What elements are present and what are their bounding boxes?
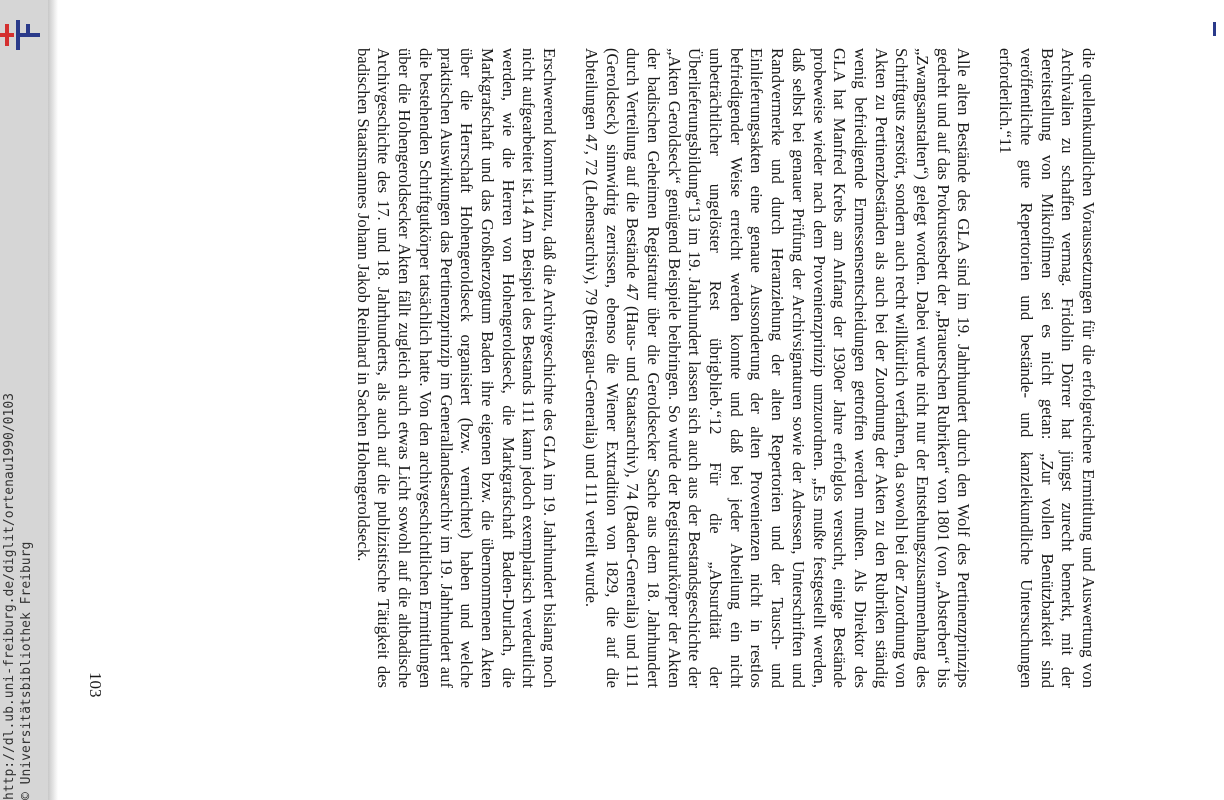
page-text [331, 48, 1098, 688]
viewer-sidebar [0, 0, 48, 800]
paragraph: die quellenkundlichen Voraussetzungen für die erfolgreichere Ermittlung und Auswertung von Archivalien zu schaffen vermag. Fridolin Dörrer hat jüngst zurecht bemerkt, mit der Bereitstellung von Mikrofilmen sei es nicht getan: „Zur vollen Benützbarkeit sind veröffentlichte gute Repertorien und bestände- und kanzleikundliche Untersuchungen erforderlich.“11 [996, 48, 1098, 688]
edge-marker [1213, 22, 1216, 36]
source-url[interactable]: http://dl.ub.uni-freiburg.de/diglit/ortenau1990/0103 [2, 393, 17, 800]
page-edge-shadow [48, 0, 58, 800]
copyright-notice: © Universitätsbibliothek Freiburg [19, 541, 34, 800]
library-logo-icon [0, 20, 42, 50]
source-credit [2, 393, 36, 800]
paragraph: Alle alten Bestände des GLA sind im 19. Jahrhundert durch den Wolf des Pertinenzprinzips gedreht und auf das Prokrustesbett der „Brauerschen Rubriken“ von 1801 (von „Absterben“ bis „Zwangsanstalten“) gelegt worden. Dabei wurde nicht nur der Entstehungszusammenhang des Schriftguts zerstört, sondern auch recht willkürlich verfahren, da sowohl bei der Zuordnung von Akten zu Pertinenzbeständen als auch bei der Zuordnung der Akten zu den Rubriken ständig wenig befriedigende Ermessensentscheidungen getroffen werden mußten. Als Direktor des GLA hat Manfred Krebs am Anfang der 1930er Jahre erfolglos versucht, einige Bestände probeweise wieder nach dem Provenienzprinzip umzuordnen. „Es mußte festgestellt werden, daß selbst bei genauer Prüfung der Archivsignaturen sowie der Adressen, Unterschriften und Randvermerke und durch Heranziehung der alten Repertorien und der Tausch- und Einlieferungsakten eine genaue Aussonderung der alten Provenienzen nicht in restlos befriedigender Weise erreicht werden konnte und daß bei jeder Abteilung ein nicht unbeträchtlicher ungelöster Rest übrigblieb.“12 Für die „Absurdität der Überlieferungsbildung“13 im 19. Jahrhundert lassen sich auch aus der Bestandsgeschichte der „Akten Geroldseck“ genügend Beispiele beibringen. So wurde der Registraturkörper der Akten der badischen Geheimen Registratur über die Geroldsecker Sache aus dem 18. Jahrhundert durch Verteilung auf die Bestände 47 (Haus- und Staatsarchiv), 74 (Baden-Generalia) und 111 (Geroldseck) sinnwidrig zerrissen, ebenso die Wiener Extradition von 1829, die auf die Abteilungen 47, 72 (Lehensarchiv), 79 (Breisgau-Generalia) und 111 verteilt wurde. [581, 48, 974, 688]
paragraph: Erschwerend kommt hinzu, daß die Archivgeschichte des GLA im 19. Jahrhundert bislang noch nicht aufgearbeitet ist.14 Am Beispiel des Bestands 111 kann jedoch exemplarisch verdeutlicht werden, wie die Herren von Hohengeroldseck, die Markgrafschaft Baden-Durlach, die Markgrafschaft und das Großherzogtum Baden ihre eigenen bzw. die übernommenen Akten über die Herrschaft Hohengeroldseck organisiert (bzw. vernichtet) haben und welche praktischen Auswirkungen das Pertinenzprinzip im Generallandesarchiv im 19. Jahrhundert auf die bestehenden Schriftgutkörper tatsächlich hatte. Von den archivgeschichtlichen Ermittlungen über die Hohengeroldsecker Akten fällt zugleich auch etwas Licht sowohl auf die altbadische Archivgeschichte des 17. und 18. Jahrhunderts, als auch auf die publizistische Tätigkeit des badischen Staatsmannes Johann Jakob Reinhard in Sachen Hohengeroldseck. [353, 48, 560, 688]
page-number: 103 [86, 672, 105, 698]
